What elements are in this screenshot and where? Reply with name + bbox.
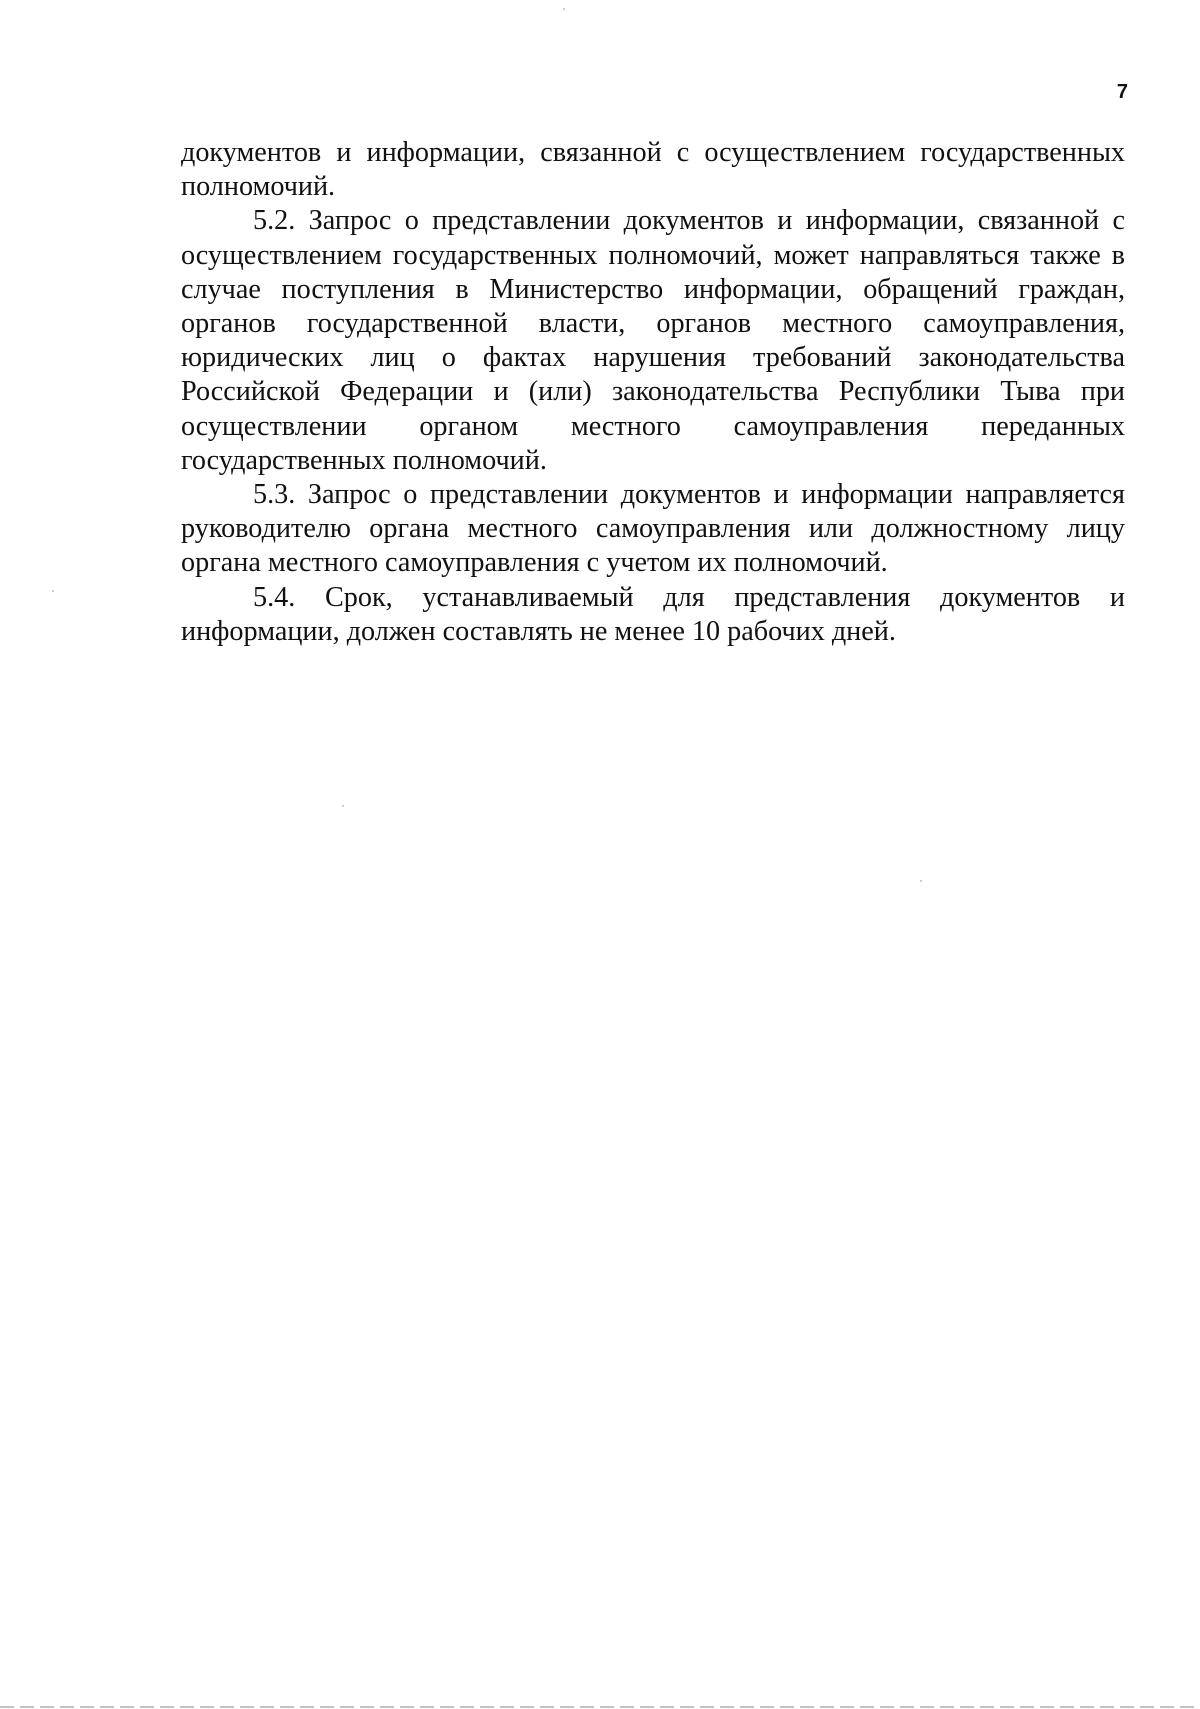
paragraph-continuation: документов и информации, связанной с осуществлением государственных полномочий.	[181, 137, 1125, 203]
scan-speck	[52, 590, 54, 592]
paragraph-5-4: 5.4. Срок, устанавливаемый для представления документов и информации, должен составлять не менее 10 рабочих дней.	[181, 581, 1125, 647]
paragraph-5-2: 5.2. Запрос о представлении документов и информации, связанной с осуществлением государственных полномочий, может направляться также в случае поступления в Министерство информации, обращений граждан, органов государственной власти, органов местного самоуправления, юридических лиц о фактах нарушения требований законодательства Российской Федерации и (или) законодательства Республики Тыва при осуществлении органом местного самоуправления переданных государственных полномочий.	[181, 205, 1125, 476]
scan-speck	[342, 805, 344, 807]
paragraph-5-3: 5.3. Запрос о представлении документов и информации направляется руководителю органа местного самоуправления или должностному лицу органа местного самоуправления с учетом их полномочий.	[181, 479, 1125, 579]
scan-edge-line	[0, 1706, 1200, 1708]
scan-speck	[563, 8, 565, 10]
document-body	[181, 136, 1125, 649]
scan-speck	[920, 880, 922, 882]
page-number: 7	[1116, 81, 1128, 103]
